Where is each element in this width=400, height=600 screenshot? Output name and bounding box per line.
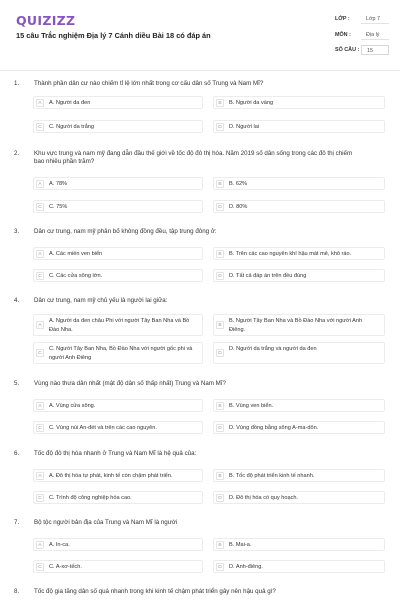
option-letter: D <box>216 494 224 502</box>
option-a[interactable] <box>33 247 203 260</box>
option-d[interactable] <box>213 269 385 282</box>
option-text: A. 78% <box>49 181 68 187</box>
option-text: C. Người da trắng <box>49 124 95 130</box>
option-text: A. Người da đen châu Phi với người Tây Ban Nha và Bồ Đào Nha. <box>49 318 190 333</box>
option-d[interactable] <box>213 200 385 213</box>
option-letter: A <box>36 321 44 329</box>
option-d[interactable] <box>213 491 385 504</box>
option-letter: A <box>36 541 44 549</box>
question-text: Tốc độ gia tăng dân số quá nhanh trong khi kinh tế chậm phát triển gây nên hậu quả gì? <box>34 588 276 595</box>
document-title: 15 câu Trắc nghiệm Địa lý 7 Cánh diều Bài 18 có đáp án <box>16 31 211 40</box>
question-number: 8. <box>14 588 20 595</box>
option-a[interactable] <box>33 177 203 190</box>
meta-value: 15 <box>361 45 389 55</box>
option-a[interactable] <box>33 469 203 482</box>
option-b[interactable] <box>213 399 385 412</box>
header-divider <box>0 70 400 71</box>
option-letter: A <box>36 250 44 258</box>
option-letter: C <box>36 349 44 357</box>
option-letter: D <box>216 203 224 211</box>
option-a[interactable] <box>33 314 203 336</box>
option-b[interactable] <box>213 538 385 551</box>
option-b[interactable] <box>213 469 385 482</box>
option-b[interactable] <box>213 96 385 109</box>
question-number: 1. <box>14 80 20 87</box>
option-text: D. Người da trắng và người da đen <box>229 346 317 352</box>
option-d[interactable] <box>213 120 385 133</box>
option-letter: B <box>216 402 224 410</box>
meta-subject <box>335 30 391 41</box>
meta-label: LỚP : <box>335 16 350 22</box>
question-text: Bộ tộc người bản địa của Trung và Nam Mĩ là người <box>34 519 178 526</box>
option-c[interactable] <box>33 342 203 364</box>
option-letter: D <box>216 123 224 131</box>
option-d[interactable] <box>213 421 385 434</box>
question-text: Vùng nào thưa dân nhất (mật độ dân số thấp nhất) Trung và Nam Mĩ? <box>34 380 226 387</box>
option-letter: A <box>36 472 44 480</box>
option-letter: D <box>216 424 224 432</box>
option-text: A. Các miền ven biển <box>49 251 103 257</box>
option-b[interactable] <box>213 314 385 336</box>
option-text: C. 75% <box>49 204 68 210</box>
option-text: B. Vùng ven biển. <box>229 403 274 409</box>
option-letter: D <box>216 272 224 280</box>
option-d[interactable] <box>213 342 385 364</box>
option-text: A. Người da đen <box>49 100 91 106</box>
option-text: D. Vùng đồng bằng sông A-ma-dôn. <box>229 425 319 431</box>
option-letter: D <box>216 349 224 357</box>
option-letter: C <box>36 424 44 432</box>
option-text: D. Tất cả đáp án trên đều đúng <box>229 273 307 279</box>
option-text: B. Người Tây Ban Nha và Bồ Đào Nha với người Anh Điêng. <box>229 318 363 333</box>
option-text: C. Các cửa sông lớn. <box>49 273 103 279</box>
option-letter: C <box>36 272 44 280</box>
option-letter: B <box>216 250 224 258</box>
option-text: D. Đô thị hóa có quy hoạch. <box>229 495 299 501</box>
option-letter: A <box>36 99 44 107</box>
option-letter: D <box>216 563 224 571</box>
option-b[interactable] <box>213 177 385 190</box>
option-letter: B <box>216 472 224 480</box>
option-letter: B <box>216 541 224 549</box>
question-number: 2. <box>14 150 20 157</box>
option-c[interactable] <box>33 491 203 504</box>
option-d[interactable] <box>213 560 385 573</box>
meta-value: Địa lý <box>361 30 389 40</box>
option-text: B. Tốc độ phát triển kinh tế nhanh. <box>229 473 315 479</box>
option-letter: A <box>36 402 44 410</box>
quizizz-logo: QUIZIZZ <box>16 13 76 28</box>
question-text: Tốc độ đô thị hóa nhanh ở Trung và Nam Mĩ là hệ quả của: <box>34 450 197 457</box>
meta-value: Lớp 7 <box>361 14 389 24</box>
question-text: Thành phần dân cư nào chiếm tỉ lệ lớn nhất trong cơ cấu dân số Trung và Nam Mĩ? <box>34 80 264 87</box>
option-c[interactable] <box>33 120 203 133</box>
option-a[interactable] <box>33 399 203 412</box>
option-c[interactable] <box>33 421 203 434</box>
meta-label: SỐ CÂU : <box>335 47 360 53</box>
option-c[interactable] <box>33 200 203 213</box>
question-number: 4. <box>14 297 20 304</box>
meta-label: MÔN : <box>335 32 351 38</box>
option-text: C. Trình độ công nghiệp hóa cao. <box>49 495 132 501</box>
meta-question-count <box>335 45 391 56</box>
meta-class <box>335 14 391 25</box>
question-text: Dân cư trung, nam mỹ chủ yếu là người lai giữa: <box>34 297 168 304</box>
question-number: 7. <box>14 519 20 526</box>
option-letter: C <box>36 123 44 131</box>
option-text: A. Vùng cửa sông. <box>49 403 96 409</box>
option-letter: B <box>216 321 224 329</box>
option-c[interactable] <box>33 269 203 282</box>
option-text: D. Người lai <box>229 124 260 130</box>
option-text: B. Trên các cao nguyên khí hậu mát mẻ, khô ráo. <box>229 251 352 257</box>
option-c[interactable] <box>33 560 203 573</box>
option-text: B. Người da vàng <box>229 100 274 106</box>
option-text: B. 62% <box>229 181 248 187</box>
page-header <box>0 0 400 66</box>
option-text: D. Anh-điêng. <box>229 564 263 570</box>
option-letter: C <box>36 494 44 502</box>
option-letter: B <box>216 180 224 188</box>
question-number: 3. <box>14 228 20 235</box>
option-a[interactable] <box>33 96 203 109</box>
option-b[interactable] <box>213 247 385 260</box>
option-text: A. In-ca. <box>49 542 70 548</box>
option-text: C. A-xơ-tếch. <box>49 564 82 570</box>
question-number: 5. <box>14 380 20 387</box>
question-text: Dân cư trung, nam mỹ phân bố không đồng đều, tập trung đông ở: <box>34 228 217 235</box>
option-text: B. Mai-a. <box>229 542 252 548</box>
option-letter: A <box>36 180 44 188</box>
option-text: D. 80% <box>229 204 248 210</box>
option-text: C. Người Tây Ban Nha, Bồ Đào Nha với người gốc phi và người Anh Điêng <box>49 346 193 361</box>
option-letter: C <box>36 563 44 571</box>
option-letter: B <box>216 99 224 107</box>
option-letter: C <box>36 203 44 211</box>
option-a[interactable] <box>33 538 203 551</box>
option-text: A. Đô thị hóa tự phát, kinh tế còn chậm phát triển. <box>49 473 173 479</box>
question-number: 6. <box>14 450 20 457</box>
option-text: C. Vùng núi An-đét và trên các cao nguyên. <box>49 425 157 431</box>
question-text: Khu vực trung và nam mỹ đang dẫn đầu thế giới về tốc độ đô thị hóa. Năm 2019 số dân sống trong các đô thị chiếm bao nhiêu phần trăm? <box>34 150 353 166</box>
